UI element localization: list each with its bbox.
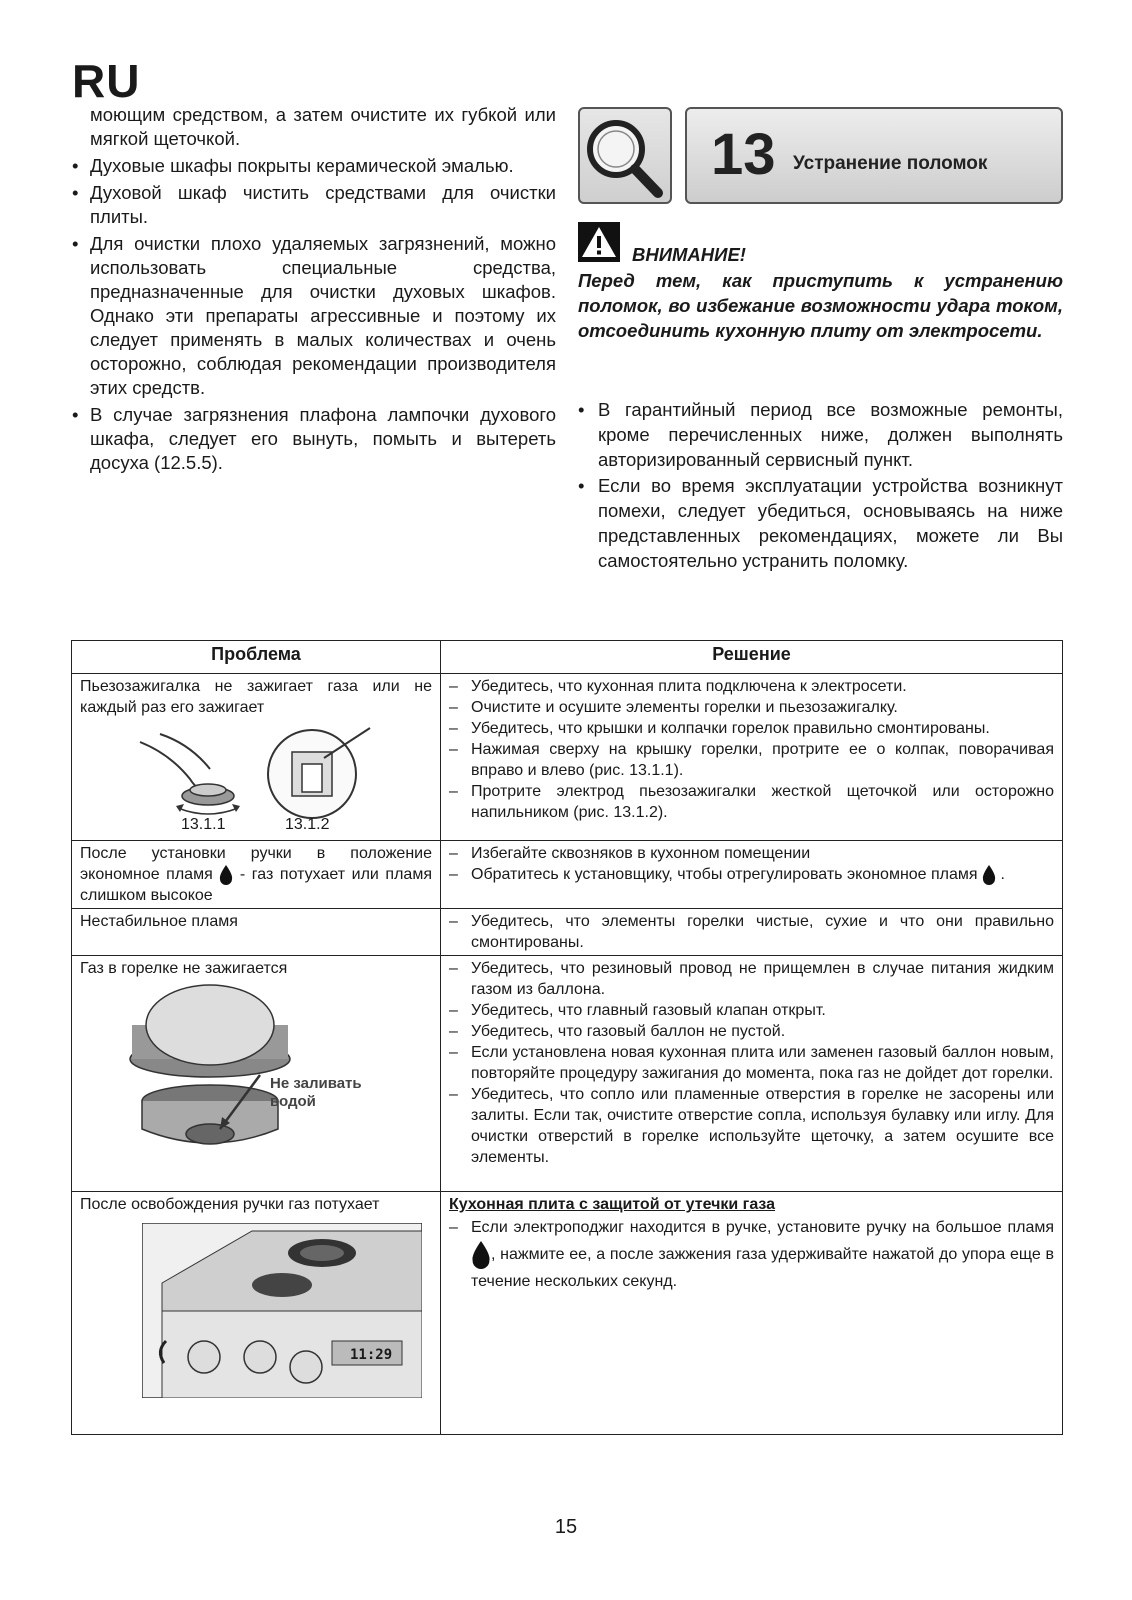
table-header-row [72, 641, 1063, 674]
small-flame-icon [219, 865, 233, 885]
info-bullets [578, 397, 1063, 573]
table-row [72, 841, 1063, 909]
list-item: • Если во время эксплуатации устройства возникнут помехи, следует убедиться, основываясь на ниже представленных рекомендациях, можете ли Вы самостоятельно устранить поломку. [578, 473, 1063, 573]
problem-cell: Нестабильное пламя [72, 909, 441, 956]
warning-heading: ВНИМАНИЕ! [632, 244, 746, 265]
cleaning-bullets [72, 154, 556, 475]
list-item: – Обратитесь к установщику, чтобы отрегулировать экономное пламя . [449, 864, 1054, 885]
solution-cell [441, 1192, 1063, 1435]
list-item: – Убедитесь, что крышки и колпачки горелок правильно смонтированы. [449, 718, 1054, 739]
figure-label: Не заливать [270, 1075, 362, 1092]
figure-caption: 13.1.2 [285, 816, 330, 833]
problem-text: Пьезозажигалка не зажигает газа или не каждый раз его зажигает [80, 678, 432, 716]
header-problem: Проблема [72, 641, 441, 674]
list-item: – Протрите электрод пьезозажигалки жесткой щеточкой или осторожно напильником (рис. 13.1.2). [449, 781, 1054, 823]
list-item: – Убедитесь, что главный газовый клапан открыт. [449, 1000, 1054, 1021]
list-item: • Духовой шкаф чистить средствами для очистки плиты. [72, 181, 556, 229]
section-title: Устранение поломок [793, 153, 988, 174]
problem-text: После освобождения ручки газ потухает [80, 1196, 380, 1213]
figure-caption: 13.1.1 [181, 816, 226, 833]
problem-text: Газ в горелке не зажигается [80, 960, 288, 977]
magnifier-icon [580, 109, 670, 202]
table-row [72, 909, 1063, 956]
burner-illustration [80, 979, 432, 1189]
list-item [449, 1215, 1054, 1295]
figure-label: водой [270, 1093, 316, 1110]
section-title-box [685, 107, 1063, 204]
solution-text: , нажмите ее, а после зажжения газа удерживайте нажатой до упора еще в течение нескольких секунд. [471, 1246, 1054, 1290]
troubleshooting-table [71, 640, 1063, 1435]
list-item: • Для очистки плохо удаляемых загрязнений, можно использовать специальные средства, предназначенные для очистки духовых шкафов. Однако эти препараты агрессивные и поэтому их следует применять в малых количествах и очень осторожно, соблюдая рекомендации производителя этих средств. [72, 232, 556, 400]
problem-text: После установки ручки в положение экономное пламя [80, 845, 432, 883]
language-code: RU [72, 55, 141, 107]
header-solution: Решение [441, 641, 1063, 674]
list-item: – Избегайте сквозняков в кухонном помещении [449, 843, 1054, 864]
cooker-display: 11:29 [350, 1347, 393, 1363]
solution-cell [441, 674, 1063, 841]
table-row [72, 1192, 1063, 1435]
intro-text: моющим средством, а затем очистите их губкой или мягкой щеточкой. [90, 104, 556, 149]
solution-list [449, 958, 1054, 1168]
solution-list [449, 1215, 1054, 1295]
solution-text: Обратитесь к установщику, чтобы отрегулировать экономное пламя [471, 866, 978, 883]
section-number: 13 [711, 122, 776, 187]
problem-cell [72, 956, 441, 1192]
right-column [578, 397, 1063, 574]
problem-cell [72, 841, 441, 909]
warning-text: Перед тем, как приступить к устранению поломок, во избежание возможности удара током, отсоединить кухонную плиту от электросети. [578, 270, 1063, 341]
left-column [72, 103, 556, 478]
page-number: 15 [554, 1516, 578, 1538]
large-flame-icon [471, 1241, 491, 1269]
list-item: • В случае загрязнения плафона лампочки духового шкафа, следует его вынуть, помыть и вытереть досуха (12.5.5). [72, 403, 556, 475]
list-item: – Очистите и осушите элементы горелки и пьезозажигалку. [449, 697, 1054, 718]
list-item: – Убедитесь, что газовый баллон не пустой. [449, 1021, 1054, 1042]
list-item: – Убедитесь, что сопло или пламенные отверстия в горелке не засорены или залиты. Если так, очистите отверстие сопла, используя булавку или иглу. Для очистки отверстий в горелке используйте щеточку, а затем осушите все элементы. [449, 1084, 1054, 1168]
igniter-illustration [80, 724, 432, 824]
list-item: – Если установлена новая кухонная плита или заменен газовый баллон новым, повторяйте процедуру зажигания до момента, пока газ не дойдет дот горелки. [449, 1042, 1054, 1084]
list-item: – Убедитесь, что резиновый провод не прищемлен в случае питания жидким газом из баллона. [449, 958, 1054, 1000]
magnifier-icon-box [578, 107, 672, 204]
list-item: – Нажимая сверху на крышку горелки, протрите ее о колпак, поворачивая вправо и влево (рис. 13.1.1). [449, 739, 1054, 781]
solution-list [449, 911, 1054, 953]
cooker-illustration [142, 1223, 422, 1398]
figure-cooker [80, 1223, 432, 1403]
list-item: • Духовые шкафы покрыты керамической эмалью. [72, 154, 556, 178]
small-flame-icon [982, 865, 996, 885]
solution-text: Если электроподжиг находится в ручке, установите ручку на большое пламя [471, 1219, 1054, 1236]
list-item: – Убедитесь, что элементы горелки чистые, сухие и что они правильно смонтированы. [449, 911, 1054, 953]
problem-text: - газ потухает или пламя слишком высокое [80, 866, 432, 904]
table-row [72, 956, 1063, 1192]
list-item: – Убедитесь, что кухонная плита подключена к электросети. [449, 676, 1054, 697]
solution-cell [441, 841, 1063, 909]
solution-cell [441, 909, 1063, 956]
figure-igniter [80, 718, 432, 838]
problem-cell [72, 1192, 441, 1435]
table-row [72, 674, 1063, 841]
solution-cell [441, 956, 1063, 1192]
figure-burner [80, 979, 432, 1189]
warning-icon [578, 222, 620, 262]
problem-cell [72, 674, 441, 841]
list-item: • В гарантийный период все возможные ремонты, кроме перечисленных ниже, должен выполнять авторизированный сервисный пункт. [578, 397, 1063, 472]
solution-subheading: Кухонная плита с защитой от утечки газа [449, 1196, 776, 1213]
solution-list [449, 843, 1054, 885]
solution-list [449, 676, 1054, 823]
